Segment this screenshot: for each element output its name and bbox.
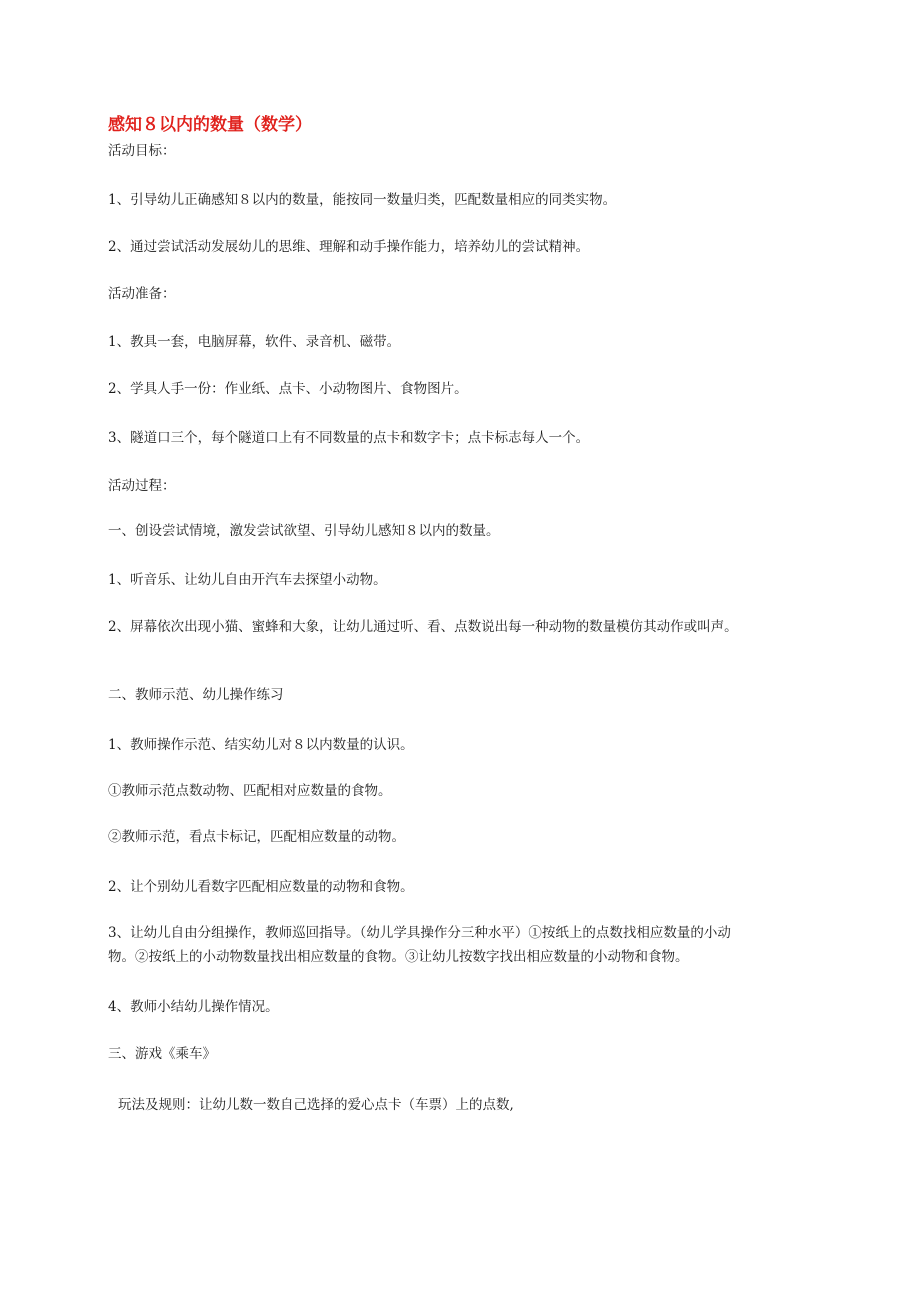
goal-item-2: 2、通过尝试活动发展幼儿的思维、理解和动手操作能力，培养幼儿的尝试精神。 [108, 239, 590, 255]
section-3-heading: 三、游戏《乘车》 [108, 1046, 216, 1062]
section-2-item-4: 4、教师小结幼儿操作情况。 [108, 999, 279, 1015]
prep-item-1: 1、教具一套，电脑屏幕，软件、录音机、磁带。 [108, 334, 401, 350]
goals-heading: 活动目标： [108, 143, 176, 159]
section-2-item-2: 2、让个别幼儿看数字匹配相应数量的动物和食物。 [108, 879, 414, 895]
prep-heading: 活动准备： [108, 286, 176, 302]
section-2-item-3-line-1: 3、让幼儿自由分组操作，教师巡回指导。（幼儿学具操作分三种水平）①按纸上的点数找相应数量的小动 [108, 925, 731, 941]
prep-item-2: 2、学具人手一份：作业纸、点卡、小动物图片、食物图片。 [108, 381, 468, 397]
section-1-heading: 一、创设尝试情境，激发尝试欲望、引导幼儿感知８以内的数量。 [108, 523, 500, 539]
section-1-item-2: 2、屏幕依次出现小猫、蜜蜂和大象，让幼儿通过听、看、点数说出每一种动物的数量模仿其动作或叫声。 [108, 619, 738, 635]
section-2-item-1b: ②教师示范，看点卡标记，匹配相应数量的动物。 [108, 829, 405, 845]
section-2-heading: 二、教师示范、幼儿操作练习 [108, 687, 284, 703]
prep-item-3: 3、隧道口三个，每个隧道口上有不同数量的点卡和数字卡；点卡标志每人一个。 [108, 430, 590, 446]
section-2-item-1a: ①教师示范点数动物、匹配相对应数量的食物。 [108, 783, 392, 799]
section-2-item-3-line-2: 物。②按纸上的小动物数量找出相应数量的食物。③让幼儿按数字找出相应数量的小动物和食物。 [108, 949, 689, 965]
process-heading: 活动过程： [108, 478, 176, 494]
section-1-item-1: 1、听音乐、让幼儿自由开汽车去探望小动物。 [108, 572, 387, 588]
rules-text: 玩法及规则：让幼儿数一数自己选择的爱心点卡（车票）上的点数, [118, 1097, 514, 1113]
page-title: 感知８以内的数量（数学） [108, 115, 312, 135]
goal-item-1: 1、引导幼儿正确感知８以内的数量，能按同一数量归类，匹配数量相应的同类实物。 [108, 192, 617, 208]
section-2-item-1: 1、教师操作示范、结实幼儿对８以内数量的认识。 [108, 737, 414, 753]
